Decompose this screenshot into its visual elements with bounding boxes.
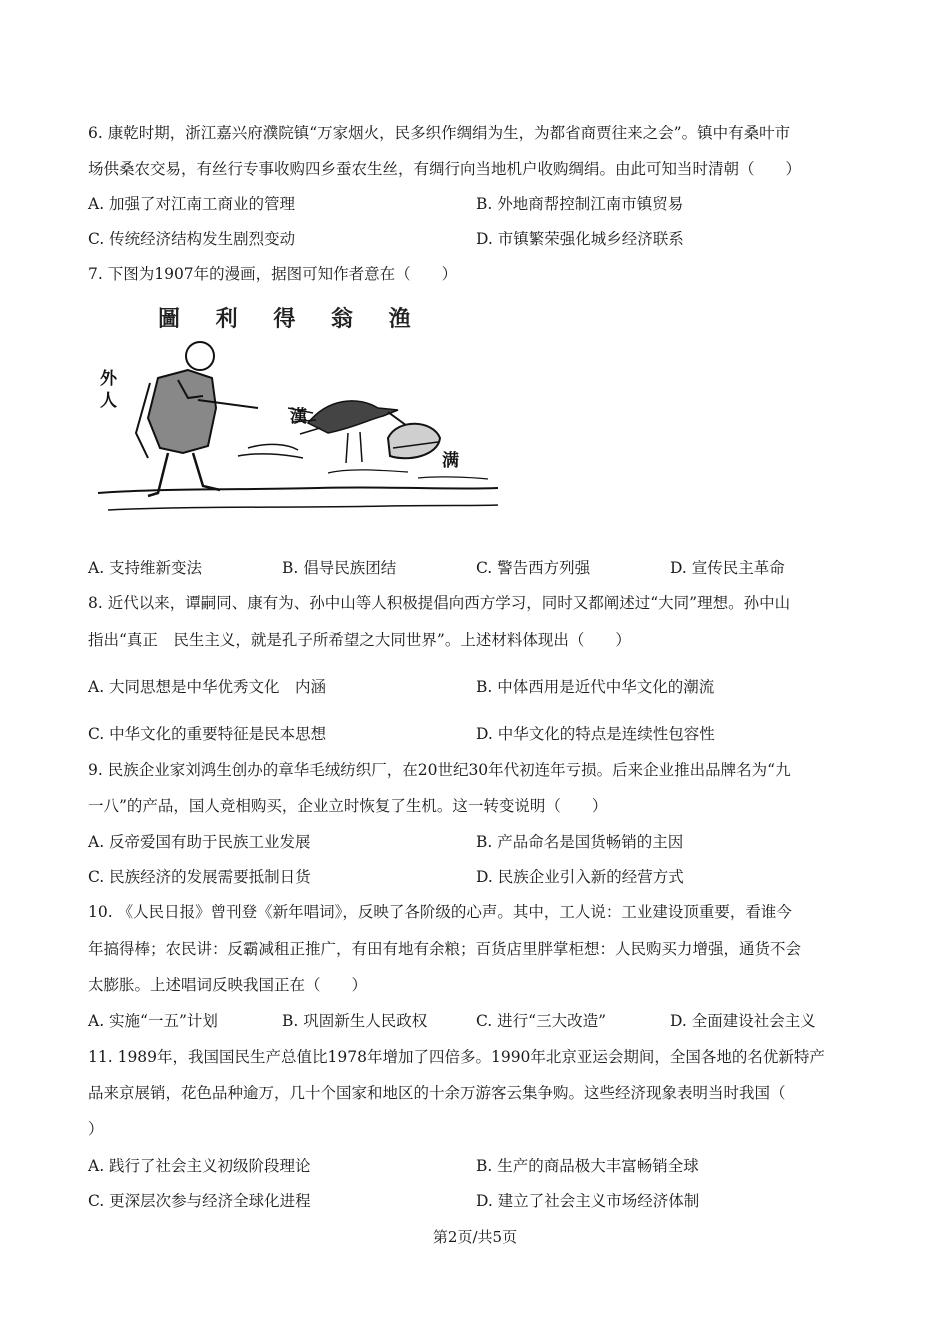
q7-cartoon bbox=[88, 298, 508, 523]
q11-stem-line3: ） bbox=[88, 1120, 104, 1138]
q6-option-b[interactable]: B. 外地商帮控制江南市镇贸易 bbox=[476, 195, 684, 213]
q8-option-d[interactable]: D. 中华文化的特点是连续性包容性 bbox=[476, 725, 715, 743]
q6-option-c[interactable]: C. 传统经济结构发生剧烈变动 bbox=[88, 230, 296, 248]
q10-stem-line1: 10. 《人民日报》曾刊登《新年唱词》，反映了各阶级的心声。其中，工人说：工业建设顶重要，看谁今 bbox=[88, 903, 792, 921]
q9-option-b[interactable]: B. 产品命名是国货畅销的主因 bbox=[476, 833, 684, 851]
q9-option-c[interactable]: C. 民族经济的发展需要抵制日货 bbox=[88, 868, 311, 886]
q11-option-b[interactable]: B. 生产的商品极大丰富畅销全球 bbox=[476, 1157, 699, 1175]
cartoon-label-outsider: 外人 bbox=[100, 369, 117, 411]
q10-option-d[interactable]: D. 全面建设社会主义 bbox=[670, 1012, 816, 1030]
q11-option-c[interactable]: C. 更深层次参与经济全球化进程 bbox=[88, 1192, 311, 1210]
q7-option-a[interactable]: A. 支持维新变法 bbox=[88, 559, 203, 577]
q6-option-a[interactable]: A. 加强了对江南工商业的管理 bbox=[88, 195, 296, 213]
q7-option-b[interactable]: B. 倡导民族团结 bbox=[282, 559, 397, 577]
q7-option-d[interactable]: D. 宣传民主革命 bbox=[670, 559, 785, 577]
q6-option-d[interactable]: D. 市镇繁荣强化城乡经济联系 bbox=[476, 230, 684, 248]
q7-option-c[interactable]: C. 警告西方列强 bbox=[476, 559, 591, 577]
q6-stem-line2: 场供桑农交易，有丝行专事收购四乡蚕农生丝，有绸行向当地机户收购绸绢。由此可知当时清朝（ ） bbox=[88, 160, 802, 178]
q11-stem-line2: 品来京展销，花色品种逾万，几十个国家和地区的十余万游客云集争购。这些经济现象表明当时我国（ bbox=[88, 1084, 786, 1102]
q9-option-d[interactable]: D. 民族企业引入新的经营方式 bbox=[476, 868, 684, 886]
q10-option-b[interactable]: B. 巩固新生人民政权 bbox=[282, 1012, 428, 1030]
q10-stem-line2: 年搞得棒；农民讲：反霸减租正推广，有田有地有余粮；百货店里胖掌柜想：人民购买力增强，通货不会 bbox=[88, 940, 802, 958]
q8-option-b[interactable]: B. 中体西用是近代中华文化的潮流 bbox=[476, 678, 715, 696]
q10-stem-line3: 太膨胀。上述唱词反映我国正在（ ） bbox=[88, 976, 368, 994]
q11-stem-line1: 11. 1989年，我国国民生产总值比1978年增加了四倍多。1990年北京亚运会期间，全国各地的名优新特产 bbox=[88, 1048, 825, 1066]
q7-stem-line1: 7. 下图为1907年的漫画，据图可知作者意在（ ） bbox=[88, 265, 458, 283]
q8-option-a[interactable]: A. 大同思想是中华优秀文化 内涵 bbox=[88, 678, 327, 696]
q10-option-a[interactable]: A. 实施“一五”计划 bbox=[88, 1012, 218, 1030]
cartoon-drawing bbox=[88, 338, 508, 523]
q8-stem-line1: 8. 近代以来，谭嗣同、康有为、孙中山等人积极提倡向西方学习，同时又都阐述过“大同”理想。孙中山 bbox=[88, 594, 791, 612]
q9-stem-line1: 9. 民族企业家刘鸿生创办的章华毛绒纺织厂，在20世纪30年代初连年亏损。后来企业推出品牌名为“九 bbox=[88, 761, 791, 779]
cartoon-title: 圖 利 得 翁 渔 bbox=[158, 307, 425, 332]
q11-option-a[interactable]: A. 践行了社会主义初级阶段理论 bbox=[88, 1157, 311, 1175]
q10-option-c[interactable]: C. 进行“三大改造” bbox=[476, 1012, 607, 1030]
q11-option-d[interactable]: D. 建立了社会主义市场经济体制 bbox=[476, 1192, 700, 1210]
page-footer: 第2页/共5页 bbox=[432, 1228, 518, 1246]
q6-stem-line1: 6. 康乾时期，浙江嘉兴府濮院镇“万家烟火，民多织作绸绢为生，为都省商贾往来之会”。镇中有桑叶市 bbox=[88, 124, 791, 142]
q9-option-a[interactable]: A. 反帝爱国有助于民族工业发展 bbox=[88, 833, 311, 851]
q9-stem-line2: 一八”的产品，国人竞相购买，企业立时恢复了生机。这一转变说明（ ） bbox=[88, 797, 608, 815]
cartoon-label-han: 漢 bbox=[290, 407, 307, 427]
cartoon-label-man: 满 bbox=[442, 451, 459, 471]
q8-option-c[interactable]: C. 中华文化的重要特征是民本思想 bbox=[88, 725, 327, 743]
q8-stem-line2: 指出“真正 民生主义，就是孔子所希望之大同世界”。上述材料体现出（ ） bbox=[88, 631, 631, 649]
